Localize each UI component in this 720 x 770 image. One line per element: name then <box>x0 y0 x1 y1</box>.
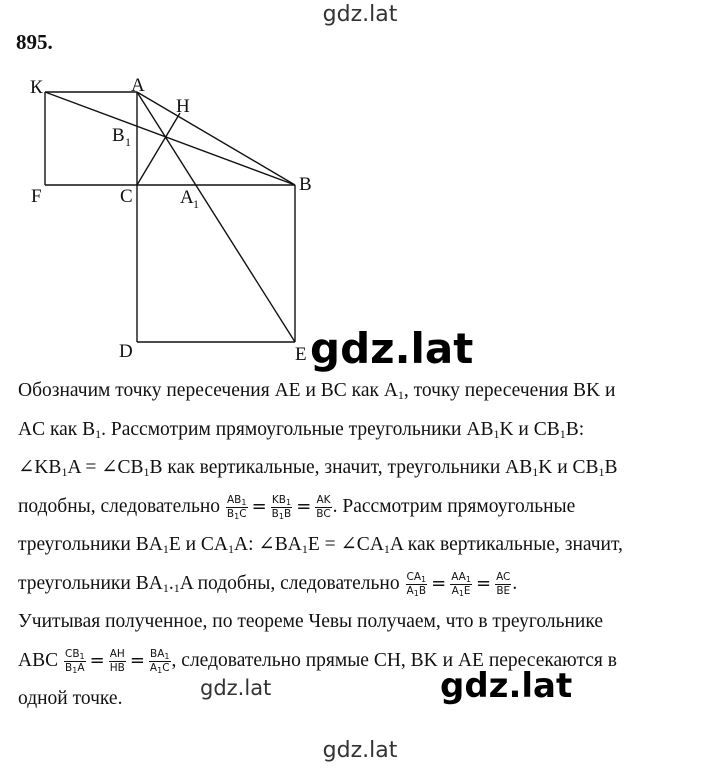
label-a1: A <box>180 187 194 208</box>
label-b1: B <box>112 125 125 146</box>
watermark-small-lower: gdz.lat <box>200 676 272 700</box>
watermark-top: gdz.lat <box>322 2 398 27</box>
fraction-cb1-b1a: $\frac{CB_1}{B_1A}$ <box>64 647 85 675</box>
label-e: E <box>295 344 307 365</box>
label-a1-sub: 1 <box>193 197 199 211</box>
text-line-5: треугольники $BA_1E$ и $CA_1A$: $\angle BA_1E$ = $\angle CA_1A$ как вертикальные, значит, <box>18 534 623 556</box>
text-line-7: Учитывая полученное, по теореме Чевы получаем, что в треугольнике <box>18 611 603 632</box>
fraction-ba1-a1c: $\frac{BA_1}{A_1C}$ <box>149 647 170 675</box>
fraction-aa1-a1e: $\frac{AA_1}{A_1E}$ <box>451 570 471 598</box>
watermark-bottom: gdz.lat <box>322 738 398 763</box>
watermark-big-lower: gdz.lat <box>440 666 573 706</box>
text-line-3: $\angle KB_1A$ = $\angle CB_1B$ как вертикальные, значит, треугольники $AB_1K$ и $CB_1B$ <box>18 457 618 479</box>
label-b: B <box>299 174 312 195</box>
problem-number: 895. <box>16 30 53 54</box>
segment-ab <box>137 92 295 185</box>
label-k: К <box>30 77 43 98</box>
text-line-4: подобны, следовательно $\frac{AB_1}{B_1C}$ = $\frac{KB_1}{B_1B}$ = $\frac{AK}{BC}$ . Рассмотрим прямоугольные <box>18 493 576 521</box>
text-line-9: одной точке. <box>18 688 123 709</box>
watermark-big-middle: gdz.lat <box>310 324 474 373</box>
label-c: C <box>120 186 133 207</box>
text-line-6: треугольники $BA_1._1A$ подобны, следовательно $\frac{CA_1}{A_1B}$ = $\frac{AA_1}{A_1E}$ = $\frac{AC}{BE}$ . <box>18 570 518 598</box>
label-a: A <box>131 75 145 96</box>
label-f: F <box>31 186 42 207</box>
text-line-8: ABC $\frac{CB_1}{B_1A}$ = $\frac{AH}{HB}$ = $\frac{BA_1}{A_1C}$ , следовательно прямые CH, BK и AE пересекаются в <box>18 647 617 675</box>
label-b1-sub: 1 <box>125 135 131 149</box>
segment-kb <box>45 92 295 185</box>
label-h: H <box>176 96 190 117</box>
solution-text <box>18 372 708 719</box>
text-line-2: AC как $B_1$. Рассмотрим прямоугольные треугольники $AB_1K$ и $CB_1B$: <box>18 418 585 441</box>
fraction-ac-be: $\frac{AC}{BE}$ <box>496 570 511 597</box>
fraction-ah-hb: $\frac{AH}{HB}$ <box>109 647 125 674</box>
fraction-ab1-b1c: $\frac{AB_1}{B_1C}$ <box>226 493 247 521</box>
label-d: D <box>119 341 133 362</box>
fraction-kb1-b1b: $\frac{KB_1}{B_1B}$ <box>271 493 292 521</box>
text-line-1: Обозначим точку пересечения AE и BC как $A_1$, точку пересечения BK и <box>18 380 616 402</box>
fraction-ca1-a1b: $\frac{CA_1}{A_1B}$ <box>406 570 427 598</box>
segment-ae <box>137 92 295 342</box>
fraction-ak-bc: $\frac{AK}{BC}$ <box>316 493 331 520</box>
geometry-figure <box>0 70 330 370</box>
